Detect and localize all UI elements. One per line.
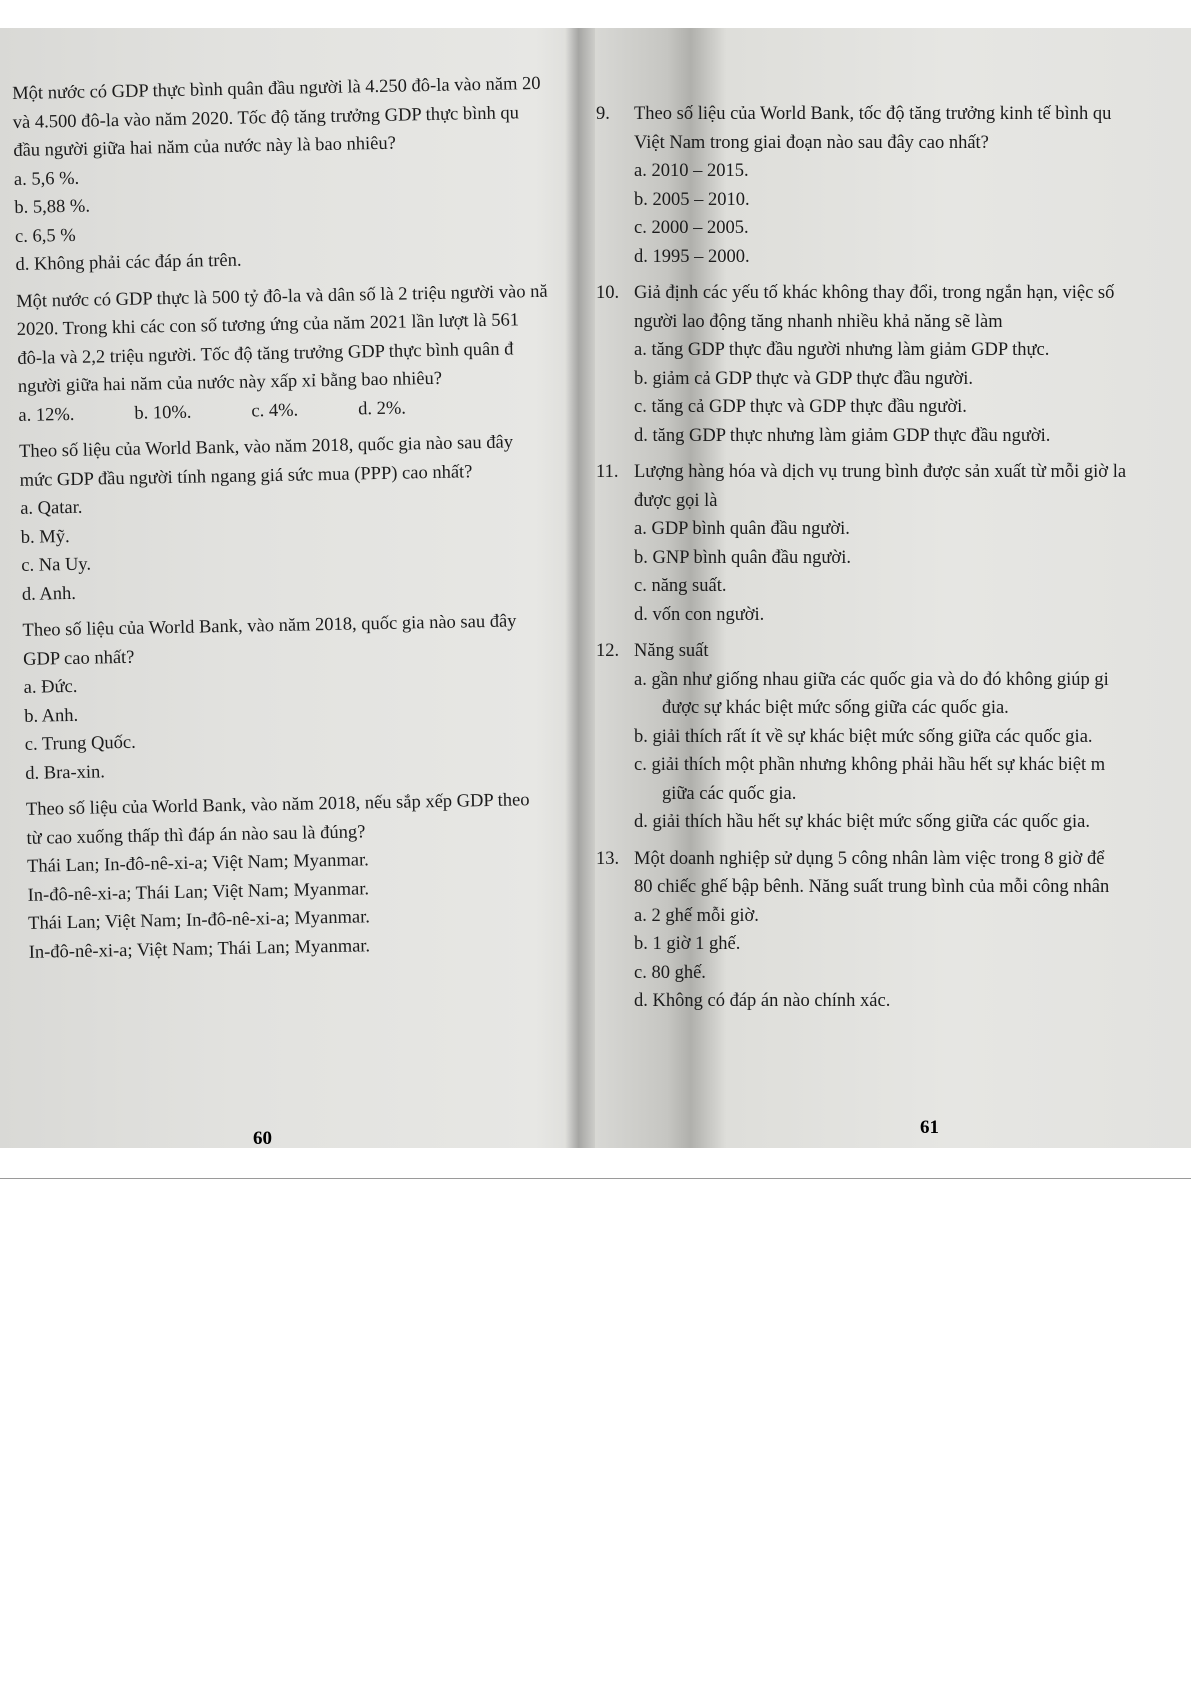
- question-block: [12, 69, 576, 279]
- answer-option: d. vốn con người.: [634, 604, 765, 625]
- question-stem-text: Lượng hàng hóa và dịch vụ trung bình được sản xuất từ mỗi giờ la: [634, 462, 1127, 482]
- question-stem-text: Một doanh nghiệp sử dụng 5 công nhân làm việc trong 8 giờ để: [634, 848, 1105, 869]
- answer-option: b. giảm cả GDP thực và GDP thực đầu người.: [634, 368, 974, 389]
- answer-option: In-đô-nê-xi-a; Việt Nam; Thái Lan; Myanmar.: [28, 935, 371, 963]
- question-stem-line: 2020. Trong khi các con số tương ứng của năm 2021 lần lượt là 561: [16, 310, 520, 340]
- answer-option-continuation: được sự khác biệt mức sống giữa các quốc gia.: [662, 698, 1009, 718]
- question-stem-line: mức GDP đầu người tính ngang giá sức mua (PPP) cao nhất?: [19, 461, 473, 491]
- question-block: [22, 606, 585, 788]
- question-stem-text: Theo số liệu của World Bank, tốc độ tăng trưởng kinh tế bình qu: [634, 104, 1112, 124]
- answer-option: b. 10%.: [134, 402, 192, 424]
- question-block: [16, 277, 579, 430]
- question-block: [19, 427, 582, 609]
- answer-option: a. Đức.: [23, 676, 78, 698]
- question-stem-line: [596, 845, 1186, 874]
- answer-option: In-đô-nê-xi-a; Thái Lan; Việt Nam; Myanmar.: [27, 878, 370, 906]
- question-stem-line: Theo số liệu của World Bank, vào năm 2018, quốc gia nào sau đây: [18, 432, 514, 462]
- answer-option: d. Bra-xin.: [25, 761, 106, 784]
- question-number: 10.: [596, 283, 620, 303]
- question-stem-line: [596, 458, 1186, 487]
- question-stem-line: GDP cao nhất?: [22, 647, 135, 670]
- question-number: 9.: [596, 104, 610, 124]
- answer-option: b. Anh.: [24, 705, 79, 727]
- answer-option: b. 1 giờ 1 ghế.: [634, 934, 741, 954]
- question-block: [596, 637, 1186, 837]
- answer-option: c. 80 ghế.: [634, 962, 706, 983]
- question-stem-line: Một nước có GDP thực bình quân đầu người là 4.250 đô-la vào năm 20: [12, 73, 541, 104]
- left-page: [12, 69, 589, 975]
- answer-option: d. 1995 – 2000.: [634, 246, 750, 267]
- question-stem-text: Năng suất: [634, 641, 709, 661]
- question-block: [596, 279, 1186, 450]
- question-block: [26, 785, 589, 967]
- question-stem-line: Việt Nam trong giai đoạn nào sau đây cao nhất?: [634, 132, 989, 153]
- answer-option: c. Trung Quốc.: [24, 732, 136, 755]
- answer-option: a. Qatar.: [20, 497, 83, 519]
- answer-option: b. 5,88 %.: [14, 196, 91, 218]
- page-number-left: 60: [253, 1128, 272, 1149]
- answer-option: d. tăng GDP thực nhưng làm giảm GDP thực đầu người.: [634, 425, 1051, 446]
- answer-option: d. Không có đáp án nào chính xác.: [634, 991, 891, 1011]
- answer-option: c. tăng cả GDP thực và GDP thực đầu người.: [634, 397, 967, 417]
- answer-option: c. 4%.: [251, 400, 299, 421]
- question-stem-text: Giả định các yếu tố khác không thay đổi, trong ngắn hạn, việc số: [634, 283, 1115, 303]
- answer-option: c. năng suất.: [634, 576, 727, 596]
- question-stem-line: người giữa hai năm của nước này xấp xỉ bằng bao nhiêu?: [17, 368, 443, 397]
- answer-option-continuation: giữa các quốc gia.: [662, 783, 797, 804]
- answer-option: b. GNP bình quân đầu người.: [634, 547, 851, 568]
- answer-option: d. Anh.: [21, 583, 77, 605]
- answer-option: a. GDP bình quân đầu người.: [634, 519, 850, 539]
- answer-option: c. 6,5 %: [14, 225, 76, 247]
- answer-option: c. Na Uy.: [21, 554, 92, 576]
- page-number-right: 61: [920, 1117, 939, 1138]
- answer-option: d. Không phải các đáp án trên.: [15, 250, 242, 275]
- question-stem-line: [596, 279, 1186, 308]
- question-stem-line: [596, 100, 1186, 129]
- answer-option: d. 2%.: [357, 397, 407, 419]
- answer-option: b. 2005 – 2010.: [634, 189, 750, 210]
- question-number: 13.: [596, 848, 620, 869]
- answer-option: a. gần như giống nhau giữa các quốc gia và do đó không giúp gi: [634, 669, 1109, 690]
- question-stem-line: Theo số liệu của World Bank, vào năm 2018, quốc gia nào sau đây: [22, 611, 517, 641]
- answer-option: a. 2010 – 2015.: [634, 161, 749, 181]
- question-block: [596, 458, 1186, 629]
- answer-option: Thái Lan; Việt Nam; In-đô-nê-xi-a; Myanmar.: [28, 907, 371, 934]
- question-block: [596, 845, 1186, 1016]
- question-stem-line: và 4.500 đô-la vào năm 2020. Tốc độ tăng trưởng GDP thực bình qu: [12, 102, 520, 133]
- question-stem-line: người lao động tăng nhanh nhiều khả năng sẽ làm: [634, 311, 1003, 332]
- question-stem-line: Theo số liệu của World Bank, vào năm 2018, nếu sắp xếp GDP theo: [25, 790, 530, 820]
- divider-line: [0, 1178, 1191, 1179]
- answer-option: c. 2000 – 2005.: [634, 218, 749, 238]
- answer-option: a. 2 ghế mỗi giờ.: [634, 905, 759, 926]
- question-stem-line: được gọi là: [634, 490, 718, 511]
- question-block: [596, 100, 1186, 271]
- answer-option: d. giải thích hầu hết sự khác biệt mức sống giữa các quốc gia.: [634, 812, 1090, 832]
- answer-option: b. giải thích rất ít về sự khác biệt mức sống giữa các quốc gia.: [634, 726, 1093, 747]
- answer-option: a. 5,6 %.: [13, 168, 80, 190]
- question-stem-line: đô-la và 2,2 triệu người. Tốc độ tăng trưởng GDP thực bình quân đ: [17, 338, 514, 369]
- question-stem-line: [596, 637, 1186, 666]
- answer-option: c. giải thích một phần nhưng không phải hầu hết sự khác biệt m: [634, 755, 1106, 775]
- answer-option: Thái Lan; In-đô-nê-xi-a; Việt Nam; Myanmar.: [26, 850, 369, 877]
- answer-option: a. 12%.: [18, 404, 75, 426]
- question-stem-line: 80 chiếc ghế bập bênh. Năng suất trung bình của mỗi công nhân: [634, 877, 1110, 897]
- question-number: 11.: [596, 462, 619, 482]
- question-number: 12.: [596, 641, 620, 661]
- question-stem-line: từ cao xuống thấp thì đáp án nào sau là đúng?: [26, 821, 366, 849]
- question-stem-line: Một nước có GDP thực là 500 tỷ đô-la và dân số là 2 triệu người vào nă: [16, 281, 548, 312]
- right-page: [596, 100, 1186, 1024]
- question-stem-line: đầu người giữa hai năm của nước này là bao nhiêu?: [13, 133, 397, 161]
- answer-option: a. tăng GDP thực đầu người nhưng làm giảm GDP thực.: [634, 340, 1050, 360]
- answer-option: b. Mỹ.: [20, 526, 70, 548]
